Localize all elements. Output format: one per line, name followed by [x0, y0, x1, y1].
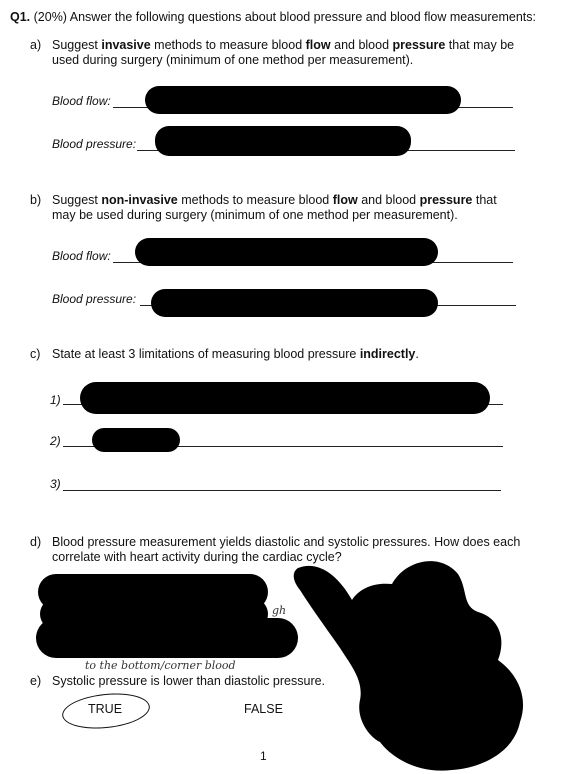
part-a-text-4: that may be used during surgery (minimum of one method per measurement). [52, 38, 515, 67]
part-b-bold-1: non-invasive [101, 193, 178, 207]
part-b-text-4: that may be used during surgery (minimum of one method per measurement). [52, 193, 497, 222]
part-b-bold-2: flow [332, 193, 358, 207]
part-c-item-2-label: 2) [50, 434, 61, 448]
part-e-text: Systolic pressure is lower than diastolic pressure. [52, 674, 326, 688]
part-b-text-1: Suggest [52, 193, 102, 207]
question-intro: (20%) Answer the following questions about blood pressure and blood flow measurements: [30, 10, 537, 24]
part-a-text-2: methods to measure blood [150, 38, 306, 52]
question-number: Q1. [10, 10, 31, 24]
part-c-bold-1: indirectly [359, 347, 416, 361]
part-e-label: e) [30, 674, 42, 688]
part-c-text-1: State at least 3 limitations of measuring blood pressure [52, 347, 360, 361]
part-b-label: b) [30, 193, 42, 207]
part-a-pressure-label: Blood pressure: [52, 137, 137, 151]
part-c-item-3-label: 3) [50, 477, 61, 491]
part-d-handwriting-1: to the bottom/corner blood [85, 659, 236, 672]
part-b-pressure-label: Blood pressure: [52, 292, 137, 306]
part-c-label: c) [30, 347, 41, 361]
option-true[interactable]: TRUE [88, 702, 123, 716]
part-b-flow-label: Blood flow: [52, 249, 111, 263]
option-false[interactable]: FALSE [244, 702, 283, 716]
part-b-bold-3: pressure [419, 193, 473, 207]
part-c-item-1-label: 1) [50, 393, 61, 407]
part-a-text-1: Suggest [52, 38, 102, 52]
part-a-bold-3: pressure [392, 38, 446, 52]
part-a-bold-1: invasive [101, 38, 151, 52]
part-e-prompt [30, 674, 325, 689]
page-number: 1 [260, 749, 267, 763]
part-d-handwriting-2: gh [272, 604, 287, 617]
part-a-text-3: and blood [330, 38, 393, 52]
part-a-label: a) [30, 38, 42, 52]
part-a-flow-label: Blood flow: [52, 94, 111, 108]
part-a-bold-2: flow [305, 38, 331, 52]
part-b-text-2: methods to measure blood [177, 193, 333, 207]
part-d-text: Blood pressure measurement yields diastolic and systolic pressures. How does each correlate with heart activity during the cardiac cycle? [52, 535, 521, 564]
part-d-label: d) [30, 535, 42, 549]
part-c-text-2: . [415, 347, 419, 361]
part-b-text-3: and blood [357, 193, 420, 207]
